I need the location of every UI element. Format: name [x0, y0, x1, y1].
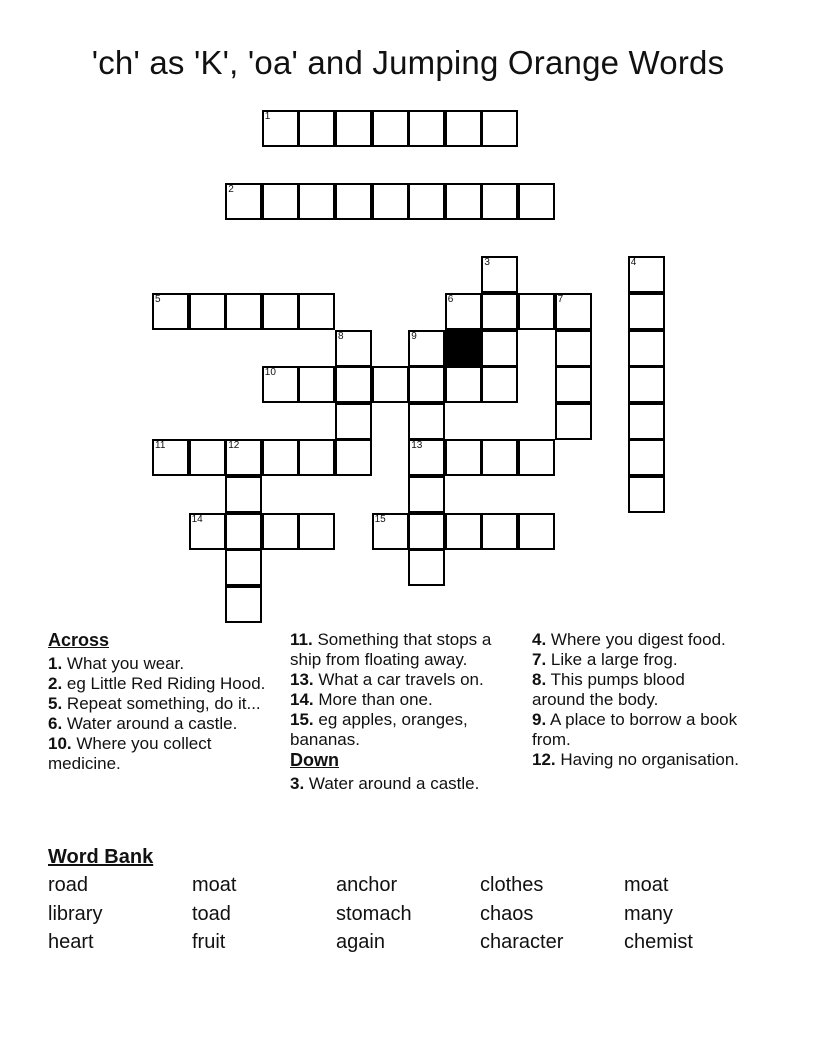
across-clue [48, 654, 278, 674]
clue-number-label: 6. [48, 714, 63, 733]
word-bank-item: heart [48, 931, 94, 953]
word-bank-item: moat [192, 874, 237, 896]
grid-cell[interactable] [225, 439, 262, 476]
grid-cell[interactable] [189, 513, 226, 550]
word-bank-item: character [480, 931, 564, 953]
grid-cell[interactable] [518, 293, 555, 330]
grid-cell[interactable] [481, 330, 518, 367]
grid-cell[interactable] [481, 293, 518, 330]
grid-cell[interactable] [152, 439, 189, 476]
clue-number-label: 8. [532, 670, 547, 689]
clue-text: Something that stops a ship from floating away. [290, 630, 492, 669]
grid-cell[interactable] [408, 330, 445, 367]
clue-number-label: 2. [48, 674, 63, 693]
puzzle-title: 'ch' as 'K', 'oa' and Jumping Orange Words [91, 44, 725, 81]
grid-cell[interactable] [628, 403, 665, 440]
grid-cell[interactable] [262, 513, 299, 550]
grid-cell[interactable] [445, 110, 482, 147]
clue-number-label: 12. [532, 750, 556, 769]
clue-number: 5 [155, 294, 161, 305]
grid-cell[interactable] [628, 330, 665, 367]
clue-number: 7 [557, 294, 564, 305]
clue-number-label: 15. [290, 710, 314, 729]
grid-cell[interactable] [298, 366, 335, 403]
clue-number-label: 14. [290, 690, 314, 709]
grid-cell[interactable] [189, 293, 226, 330]
grid-cell[interactable] [481, 256, 518, 293]
grid-cell[interactable] [481, 110, 518, 147]
clue-number: 14 [191, 513, 203, 525]
grid-cell[interactable] [335, 403, 372, 440]
clue-number: 3 [484, 257, 490, 269]
clue-text: Where you collect medicine. [48, 734, 212, 773]
clue-number: 8 [338, 330, 344, 342]
grid-cell[interactable] [372, 183, 409, 220]
grid-cell[interactable] [445, 183, 482, 220]
clues-column-2 [290, 630, 520, 794]
down-clue [532, 650, 742, 670]
grid-cell[interactable] [445, 513, 482, 550]
clue-text: Water around a castle. [308, 774, 480, 793]
grid-cell[interactable] [335, 110, 372, 147]
grid-cell[interactable] [628, 366, 665, 403]
clue-text: Like a large frog. [550, 650, 678, 669]
grid-cell[interactable] [408, 403, 445, 440]
grid-cell[interactable] [555, 403, 592, 440]
clues-column-1 [48, 630, 278, 774]
grid-cell[interactable] [262, 293, 299, 330]
grid-cell[interactable] [555, 366, 592, 403]
clue-number: 10 [264, 367, 276, 379]
across-clue [290, 630, 520, 670]
grid-cell[interactable] [445, 366, 482, 403]
down-clue [290, 774, 520, 794]
clue-text: Water around a castle. [66, 714, 238, 733]
grid-cell[interactable] [335, 439, 372, 476]
down-clue [532, 710, 742, 750]
clue-text: A place to borrow a book from. [532, 710, 738, 749]
clue-number-label: 10. [48, 734, 72, 753]
clues-section [48, 630, 788, 840]
grid-cell[interactable] [518, 513, 555, 550]
grid-cell[interactable] [372, 110, 409, 147]
grid-cell[interactable] [628, 256, 665, 293]
grid-cell[interactable] [628, 293, 665, 330]
word-bank-item: moat [624, 874, 669, 896]
grid-cell[interactable] [152, 293, 189, 330]
grid-cell[interactable] [262, 110, 299, 147]
clue-text: This pumps blood around the body. [532, 670, 685, 709]
clue-number-label: 11. [290, 630, 313, 649]
grid-cell[interactable] [628, 476, 665, 513]
grid-cell[interactable] [372, 513, 409, 550]
grid-cell[interactable] [262, 366, 299, 403]
grid-cell[interactable] [225, 183, 262, 220]
grid-cell-black [445, 330, 482, 367]
across-clue [48, 714, 278, 734]
clue-number: 13 [411, 440, 423, 452]
grid-cell[interactable] [408, 476, 445, 513]
clue-number-label: 13. [290, 670, 314, 689]
grid-cell[interactable] [225, 586, 262, 623]
grid-cell[interactable] [408, 439, 445, 476]
clue-text: Repeat something, do it... [66, 694, 261, 713]
clue-number-label: 9. [532, 710, 547, 729]
clue-number-label: 5. [48, 694, 63, 713]
across-clue [290, 690, 520, 710]
clue-number-label: 1. [48, 654, 63, 673]
down-clue [532, 630, 742, 650]
grid-cell[interactable] [481, 439, 518, 476]
grid-cell[interactable] [335, 330, 372, 367]
across-clue [290, 670, 520, 690]
clue-text: eg Little Red Riding Hood. [66, 674, 266, 693]
clue-text: What a car travels on. [318, 670, 484, 689]
grid-cell[interactable] [445, 293, 482, 330]
clue-text: What you wear. [66, 654, 185, 673]
word-bank-title: Word Bank [48, 846, 154, 868]
grid-cell[interactable] [481, 366, 518, 403]
grid-cell[interactable] [408, 110, 445, 147]
clue-text: eg apples, oranges, bananas. [290, 710, 468, 749]
grid-cell[interactable] [481, 183, 518, 220]
grid-cell[interactable] [555, 330, 592, 367]
grid-cell[interactable] [189, 439, 226, 476]
word-bank-item: again [336, 931, 385, 953]
grid-cell[interactable] [408, 183, 445, 220]
across-heading: Across [48, 630, 110, 650]
grid-cell[interactable] [298, 513, 335, 550]
grid-cell[interactable] [298, 293, 335, 330]
clue-text: Having no organisation. [560, 750, 739, 769]
clue-number: 4 [630, 257, 637, 269]
clue-number: 1 [264, 111, 271, 122]
grid-cell[interactable] [408, 549, 445, 586]
grid-cell[interactable] [298, 110, 335, 147]
grid-cell[interactable] [408, 513, 445, 550]
word-bank-item: many [624, 902, 673, 925]
clue-number: 15 [374, 513, 386, 525]
grid-cell[interactable] [518, 183, 555, 220]
across-clue [48, 694, 278, 714]
grid-cell[interactable] [372, 366, 409, 403]
grid-cell[interactable] [298, 183, 335, 220]
word-bank-item: stomach [336, 902, 412, 925]
grid-cell[interactable] [225, 513, 262, 550]
grid-cell[interactable] [225, 293, 262, 330]
clue-number: 12 [228, 440, 240, 452]
word-bank [48, 874, 768, 960]
down-clue [532, 750, 742, 770]
clues-column-3 [532, 630, 742, 770]
clue-text: More than one. [318, 690, 433, 709]
clue-number-label: 3. [290, 774, 305, 793]
grid-cell[interactable] [225, 549, 262, 586]
down-clue [532, 670, 742, 710]
grid-cell[interactable] [481, 513, 518, 550]
grid-cell[interactable] [445, 439, 482, 476]
across-clue [48, 674, 278, 694]
grid-cell[interactable] [628, 439, 665, 476]
grid-cell[interactable] [408, 366, 445, 403]
clue-text: Where you digest food. [550, 630, 726, 649]
across-clue [48, 734, 278, 774]
clue-number: 9 [411, 330, 417, 342]
grid-cell[interactable] [225, 476, 262, 513]
word-bank-item: chaos [480, 902, 534, 925]
grid-cell[interactable] [335, 366, 372, 403]
down-heading: Down [290, 750, 339, 770]
across-clue [290, 710, 520, 750]
word-bank-item: toad [192, 902, 231, 925]
grid-cell[interactable] [298, 439, 335, 476]
grid-cell[interactable] [555, 293, 592, 330]
clue-number: 2 [228, 184, 234, 196]
word-bank-item: road [48, 874, 89, 896]
word-bank-item: anchor [336, 874, 398, 896]
word-bank-item: clothes [480, 874, 544, 896]
word-bank-item: fruit [192, 931, 226, 953]
clue-number-label: 4. [532, 630, 547, 649]
word-bank-item: chemist [624, 931, 693, 953]
grid-cell[interactable] [518, 439, 555, 476]
grid-cell[interactable] [262, 183, 299, 220]
word-bank-item: library [48, 902, 103, 925]
clue-number-label: 7. [532, 650, 547, 669]
grid-cell[interactable] [262, 439, 299, 476]
clue-number: 11 [155, 440, 166, 452]
clue-number: 6 [447, 294, 454, 305]
grid-cell[interactable] [335, 183, 372, 220]
